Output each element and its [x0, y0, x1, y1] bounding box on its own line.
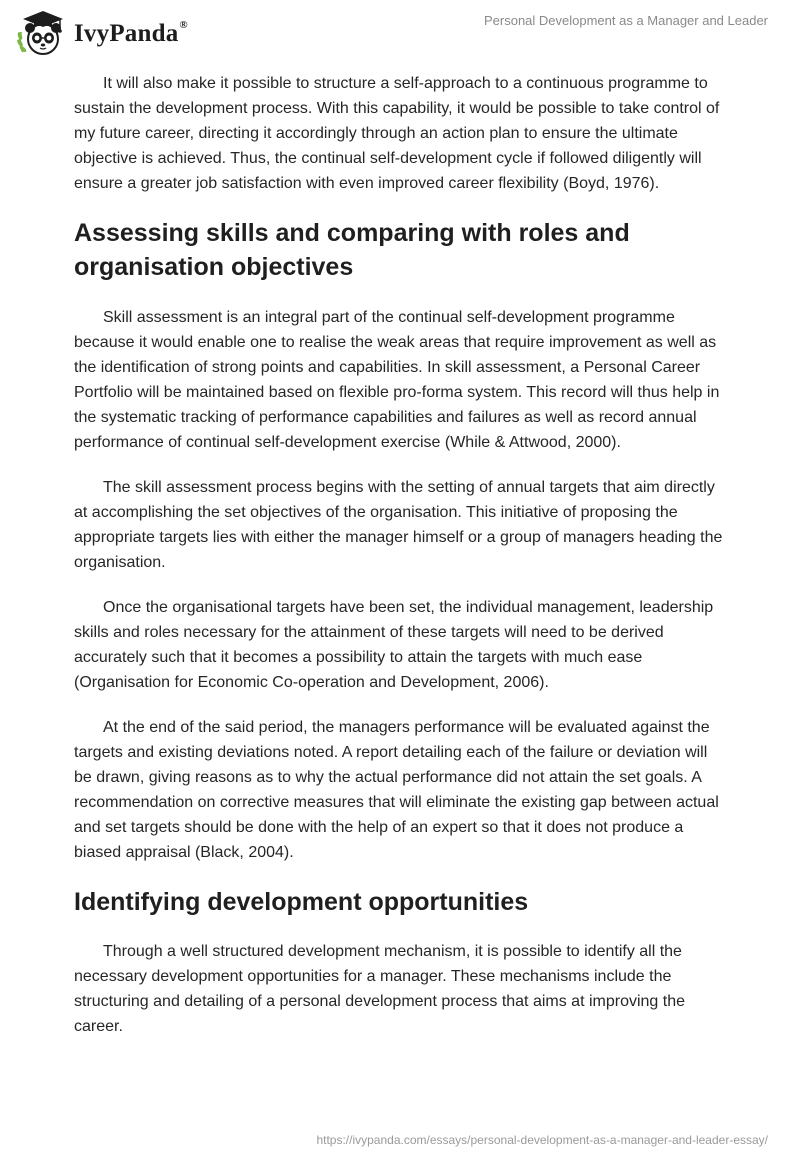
ivypanda-logo[interactable] [16, 8, 188, 58]
paragraph: Through a well structured development mechanism, it is possible to identify all the necessary development opportunities for a manager. These mechanisms include the structuring and detailing of a personal development process that aims at improving the career. [74, 943, 686, 1035]
brand-name [74, 20, 188, 48]
panda-graduation-cap-icon [16, 8, 68, 58]
paragraph: Once the organisational targets have been set, the individual management, leadership skills and roles necessary for the attainment of these targets will need to be derived accurately such that it becomes a possibility to attain the targets with much ease (Organisation for Economic Co-operation and Development, 2006). [74, 599, 714, 691]
paragraph: It will also make it possible to structure a self-approach to a continuous programme to sustain the development process. With this capability, it would be possible to take control of my future career, directing it accordingly through an action plan to ensure the ultimate objective is achieved. Thus, the continual self-development cycle if followed diligently will ensure a greater job satisfaction with even improved career flexibility (Boyd, 1976). [74, 75, 720, 192]
registered-mark: ® [179, 18, 188, 31]
page-header [0, 0, 800, 64]
section-heading: Assessing skills and comparing with roles and organisation objectives [74, 219, 630, 281]
paragraph: Skill assessment is an integral part of the continual self-development programme because it would enable one to realise the weak areas that require improvement as well as the identification of strong points and capabilities. In skill assessment, a Personal Career Portfolio will be maintained based on flexible pro-forma system. This record will thus help in the systematic tracking of performance capabilities and failures as well as record annual performance of continual self-development exercise (While & Attwood, 2000). [74, 309, 720, 451]
document-title: Personal Development as a Manager and Leader [483, 13, 768, 28]
paragraph: The skill assessment process begins with the setting of annual targets that aim directly at accomplishing the set objectives of the organisation. This initiative of proposing the appropriate targets lies with either the manager himself or a group of managers heading the organisation. [74, 479, 723, 571]
essay-body [74, 71, 726, 1059]
paragraph: At the end of the said period, the managers performance will be evaluated against the targets and existing deviations noted. A report detailing each of the failure or deviation will be drawn, giving reasons as to why the actual performance did not attain the set goals. A recommendation on corrective measures that will eliminate the existing gap between actual and set targets should be done with the help of an expert so that it does not produce a biased appraisal (Black, 2004). [74, 719, 719, 861]
section-heading: Identifying development opportunities [74, 888, 529, 916]
source-url[interactable]: https://ivypanda.com/essays/personal-development-as-a-manager-and-leader-essay/ [316, 1133, 768, 1147]
brand-name-text: IvyPanda [74, 20, 179, 47]
